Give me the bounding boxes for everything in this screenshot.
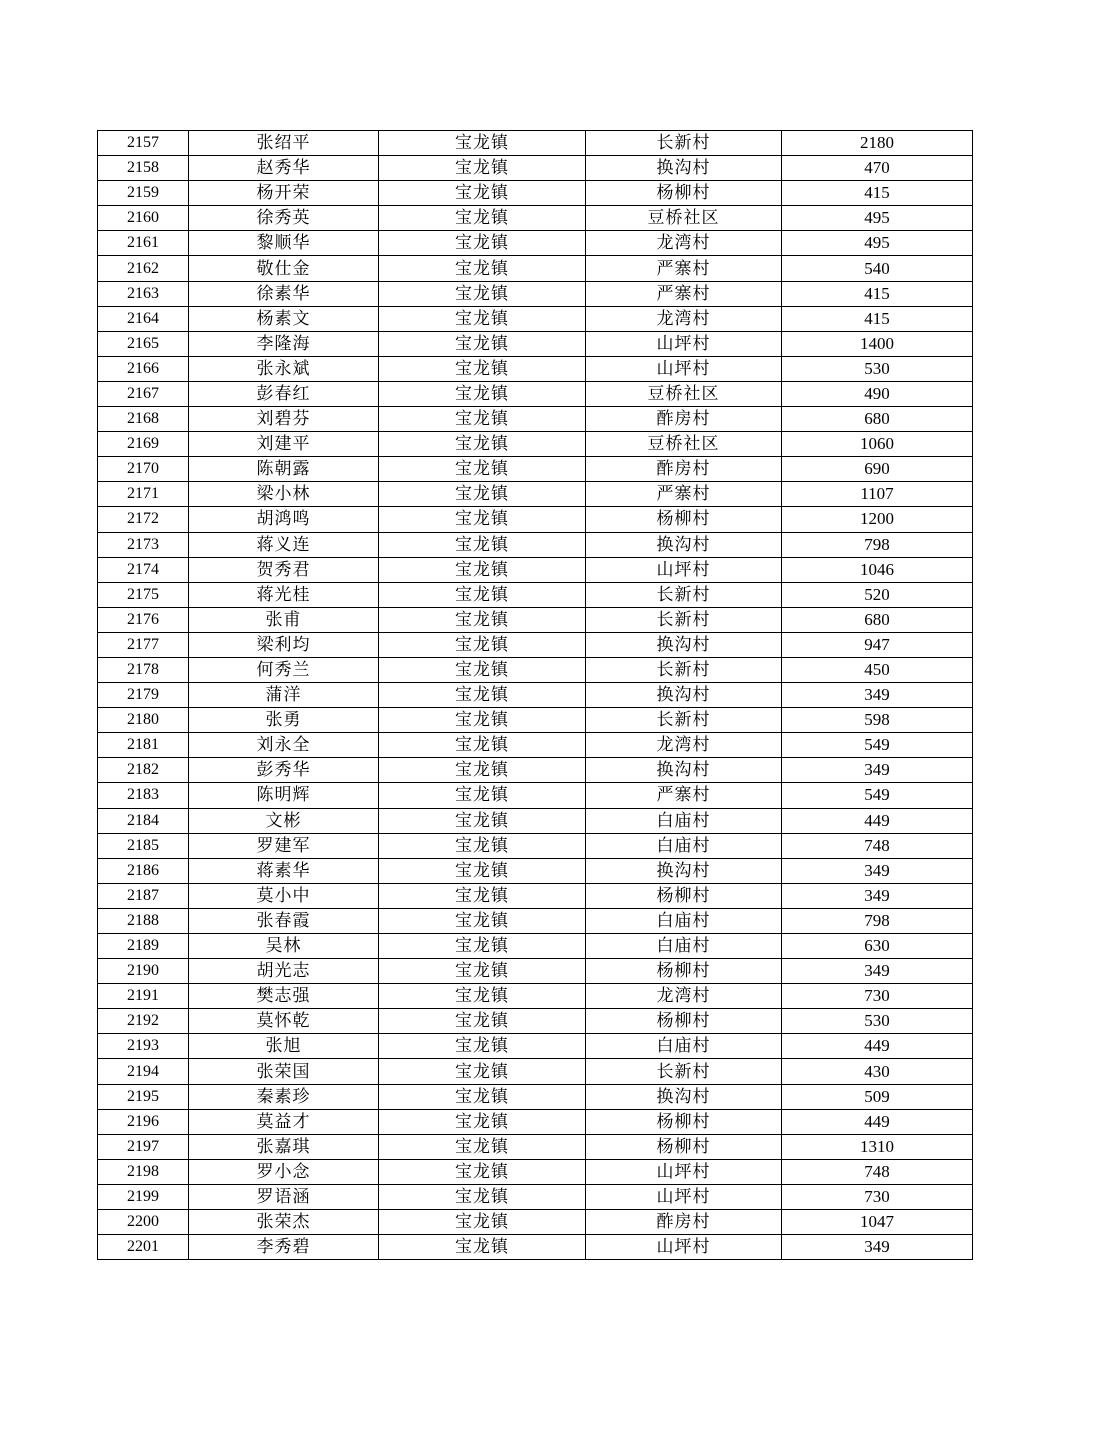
village-cell: 白庙村 — [586, 1034, 782, 1059]
amount-cell: 349 — [782, 683, 973, 708]
name-cell: 胡光志 — [189, 959, 379, 984]
village-cell: 豆桥社区 — [586, 381, 782, 406]
village-cell: 白庙村 — [586, 808, 782, 833]
name-cell: 刘碧芬 — [189, 407, 379, 432]
village-cell: 长新村 — [586, 708, 782, 733]
table-row — [98, 758, 973, 783]
table-row — [98, 708, 973, 733]
amount-cell: 1107 — [782, 482, 973, 507]
amount-cell: 530 — [782, 356, 973, 381]
table-row — [98, 1059, 973, 1084]
row-number-cell: 2196 — [98, 1109, 189, 1134]
village-cell: 山坪村 — [586, 557, 782, 582]
amount-cell: 530 — [782, 1009, 973, 1034]
village-cell: 严寨村 — [586, 783, 782, 808]
town-cell: 宝龙镇 — [379, 281, 586, 306]
town-cell: 宝龙镇 — [379, 457, 586, 482]
table-row — [98, 607, 973, 632]
name-cell: 张勇 — [189, 708, 379, 733]
village-cell: 长新村 — [586, 657, 782, 682]
amount-cell: 415 — [782, 306, 973, 331]
name-cell: 陈明辉 — [189, 783, 379, 808]
town-cell: 宝龙镇 — [379, 833, 586, 858]
town-cell: 宝龙镇 — [379, 331, 586, 356]
amount-cell: 1200 — [782, 507, 973, 532]
name-cell: 李隆海 — [189, 331, 379, 356]
town-cell: 宝龙镇 — [379, 708, 586, 733]
village-cell: 长新村 — [586, 582, 782, 607]
amount-cell: 430 — [782, 1059, 973, 1084]
village-cell: 换沟村 — [586, 683, 782, 708]
name-cell: 张绍平 — [189, 131, 379, 156]
row-number-cell: 2171 — [98, 482, 189, 507]
village-cell: 杨柳村 — [586, 1109, 782, 1134]
table-row — [98, 557, 973, 582]
name-cell: 樊志强 — [189, 984, 379, 1009]
name-cell: 张永斌 — [189, 356, 379, 381]
row-number-cell: 2201 — [98, 1235, 189, 1260]
town-cell: 宝龙镇 — [379, 632, 586, 657]
table-row — [98, 1009, 973, 1034]
row-number-cell: 2165 — [98, 331, 189, 356]
name-cell: 杨素文 — [189, 306, 379, 331]
data-table — [97, 130, 973, 1260]
table-row — [98, 256, 973, 281]
table-row — [98, 783, 973, 808]
row-number-cell: 2191 — [98, 984, 189, 1009]
table-row — [98, 1184, 973, 1209]
name-cell: 张荣国 — [189, 1059, 379, 1084]
row-number-cell: 2192 — [98, 1009, 189, 1034]
town-cell: 宝龙镇 — [379, 181, 586, 206]
row-number-cell: 2159 — [98, 181, 189, 206]
amount-cell: 415 — [782, 181, 973, 206]
amount-cell: 947 — [782, 632, 973, 657]
town-cell: 宝龙镇 — [379, 306, 586, 331]
row-number-cell: 2195 — [98, 1084, 189, 1109]
amount-cell: 748 — [782, 1159, 973, 1184]
name-cell: 李秀碧 — [189, 1235, 379, 1260]
name-cell: 梁小林 — [189, 482, 379, 507]
table-row — [98, 657, 973, 682]
amount-cell: 449 — [782, 808, 973, 833]
name-cell: 张甫 — [189, 607, 379, 632]
name-cell: 杨开荣 — [189, 181, 379, 206]
row-number-cell: 2189 — [98, 934, 189, 959]
name-cell: 张嘉琪 — [189, 1134, 379, 1159]
table-row — [98, 532, 973, 557]
name-cell: 罗建军 — [189, 833, 379, 858]
table-row — [98, 507, 973, 532]
town-cell: 宝龙镇 — [379, 231, 586, 256]
name-cell: 蒋义连 — [189, 532, 379, 557]
amount-cell: 680 — [782, 607, 973, 632]
row-number-cell: 2190 — [98, 959, 189, 984]
village-cell: 山坪村 — [586, 1159, 782, 1184]
town-cell: 宝龙镇 — [379, 557, 586, 582]
amount-cell: 730 — [782, 1184, 973, 1209]
row-number-cell: 2185 — [98, 833, 189, 858]
village-cell: 杨柳村 — [586, 507, 782, 532]
table-row — [98, 1210, 973, 1235]
name-cell: 胡鸿鸣 — [189, 507, 379, 532]
row-number-cell: 2172 — [98, 507, 189, 532]
town-cell: 宝龙镇 — [379, 482, 586, 507]
town-cell: 宝龙镇 — [379, 959, 586, 984]
table-row — [98, 131, 973, 156]
village-cell: 白庙村 — [586, 908, 782, 933]
village-cell: 严寨村 — [586, 482, 782, 507]
town-cell: 宝龙镇 — [379, 984, 586, 1009]
row-number-cell: 2177 — [98, 632, 189, 657]
town-cell: 宝龙镇 — [379, 657, 586, 682]
town-cell: 宝龙镇 — [379, 1109, 586, 1134]
name-cell: 蒲洋 — [189, 683, 379, 708]
village-cell: 龙湾村 — [586, 231, 782, 256]
row-number-cell: 2198 — [98, 1159, 189, 1184]
name-cell: 蒋素华 — [189, 858, 379, 883]
amount-cell: 449 — [782, 1109, 973, 1134]
town-cell: 宝龙镇 — [379, 783, 586, 808]
village-cell: 龙湾村 — [586, 306, 782, 331]
table-row — [98, 582, 973, 607]
village-cell: 严寨村 — [586, 281, 782, 306]
amount-cell: 748 — [782, 833, 973, 858]
name-cell: 罗小念 — [189, 1159, 379, 1184]
amount-cell: 1400 — [782, 331, 973, 356]
row-number-cell: 2157 — [98, 131, 189, 156]
village-cell: 酢房村 — [586, 457, 782, 482]
amount-cell: 630 — [782, 934, 973, 959]
row-number-cell: 2181 — [98, 733, 189, 758]
row-number-cell: 2162 — [98, 256, 189, 281]
amount-cell: 349 — [782, 1235, 973, 1260]
town-cell: 宝龙镇 — [379, 1235, 586, 1260]
town-cell: 宝龙镇 — [379, 883, 586, 908]
row-number-cell: 2169 — [98, 432, 189, 457]
amount-cell: 1046 — [782, 557, 973, 582]
town-cell: 宝龙镇 — [379, 507, 586, 532]
village-cell: 杨柳村 — [586, 1009, 782, 1034]
name-cell: 罗语涵 — [189, 1184, 379, 1209]
table-row — [98, 808, 973, 833]
town-cell: 宝龙镇 — [379, 256, 586, 281]
name-cell: 莫益才 — [189, 1109, 379, 1134]
table-row — [98, 156, 973, 181]
row-number-cell: 2182 — [98, 758, 189, 783]
name-cell: 莫小中 — [189, 883, 379, 908]
amount-cell: 450 — [782, 657, 973, 682]
town-cell: 宝龙镇 — [379, 582, 586, 607]
town-cell: 宝龙镇 — [379, 1159, 586, 1184]
amount-cell: 349 — [782, 959, 973, 984]
village-cell: 山坪村 — [586, 356, 782, 381]
table-row — [98, 306, 973, 331]
table-row — [98, 482, 973, 507]
town-cell: 宝龙镇 — [379, 1084, 586, 1109]
table-row — [98, 1034, 973, 1059]
amount-cell: 1060 — [782, 432, 973, 457]
amount-cell: 509 — [782, 1084, 973, 1109]
amount-cell: 449 — [782, 1034, 973, 1059]
row-number-cell: 2199 — [98, 1184, 189, 1209]
amount-cell: 598 — [782, 708, 973, 733]
row-number-cell: 2158 — [98, 156, 189, 181]
village-cell: 山坪村 — [586, 331, 782, 356]
amount-cell: 1047 — [782, 1210, 973, 1235]
name-cell: 梁利均 — [189, 632, 379, 657]
row-number-cell: 2160 — [98, 206, 189, 231]
town-cell: 宝龙镇 — [379, 934, 586, 959]
amount-cell: 495 — [782, 206, 973, 231]
village-cell: 长新村 — [586, 1059, 782, 1084]
town-cell: 宝龙镇 — [379, 858, 586, 883]
village-cell: 杨柳村 — [586, 959, 782, 984]
town-cell: 宝龙镇 — [379, 808, 586, 833]
row-number-cell: 2176 — [98, 607, 189, 632]
village-cell: 换沟村 — [586, 1084, 782, 1109]
name-cell: 秦素珍 — [189, 1084, 379, 1109]
row-number-cell: 2183 — [98, 783, 189, 808]
table-row — [98, 281, 973, 306]
row-number-cell: 2166 — [98, 356, 189, 381]
amount-cell: 495 — [782, 231, 973, 256]
town-cell: 宝龙镇 — [379, 407, 586, 432]
town-cell: 宝龙镇 — [379, 733, 586, 758]
row-number-cell: 2180 — [98, 708, 189, 733]
table-row — [98, 331, 973, 356]
row-number-cell: 2194 — [98, 1059, 189, 1084]
village-cell: 龙湾村 — [586, 984, 782, 1009]
town-cell: 宝龙镇 — [379, 356, 586, 381]
name-cell: 何秀兰 — [189, 657, 379, 682]
amount-cell: 798 — [782, 532, 973, 557]
row-number-cell: 2186 — [98, 858, 189, 883]
row-number-cell: 2178 — [98, 657, 189, 682]
village-cell: 长新村 — [586, 131, 782, 156]
table-row — [98, 407, 973, 432]
village-cell: 龙湾村 — [586, 733, 782, 758]
amount-cell: 680 — [782, 407, 973, 432]
table-row — [98, 1084, 973, 1109]
row-number-cell: 2184 — [98, 808, 189, 833]
village-cell: 酢房村 — [586, 1210, 782, 1235]
table-row — [98, 883, 973, 908]
village-cell: 换沟村 — [586, 858, 782, 883]
table-row — [98, 934, 973, 959]
name-cell: 赵秀华 — [189, 156, 379, 181]
amount-cell: 730 — [782, 984, 973, 1009]
table-row — [98, 858, 973, 883]
amount-cell: 490 — [782, 381, 973, 406]
village-cell: 杨柳村 — [586, 883, 782, 908]
town-cell: 宝龙镇 — [379, 1009, 586, 1034]
town-cell: 宝龙镇 — [379, 532, 586, 557]
town-cell: 宝龙镇 — [379, 206, 586, 231]
row-number-cell: 2200 — [98, 1210, 189, 1235]
table-row — [98, 206, 973, 231]
name-cell: 张旭 — [189, 1034, 379, 1059]
row-number-cell: 2187 — [98, 883, 189, 908]
table-row — [98, 733, 973, 758]
table-row — [98, 683, 973, 708]
table-body — [98, 131, 973, 1260]
town-cell: 宝龙镇 — [379, 381, 586, 406]
row-number-cell: 2179 — [98, 683, 189, 708]
town-cell: 宝龙镇 — [379, 156, 586, 181]
name-cell: 敬仕金 — [189, 256, 379, 281]
row-number-cell: 2175 — [98, 582, 189, 607]
table-row — [98, 1235, 973, 1260]
row-number-cell: 2173 — [98, 532, 189, 557]
village-cell: 换沟村 — [586, 156, 782, 181]
amount-cell: 549 — [782, 733, 973, 758]
amount-cell: 690 — [782, 457, 973, 482]
village-cell: 豆桥社区 — [586, 432, 782, 457]
name-cell: 刘永全 — [189, 733, 379, 758]
table-row — [98, 457, 973, 482]
table-row — [98, 231, 973, 256]
town-cell: 宝龙镇 — [379, 1034, 586, 1059]
village-cell: 山坪村 — [586, 1235, 782, 1260]
row-number-cell: 2188 — [98, 908, 189, 933]
town-cell: 宝龙镇 — [379, 432, 586, 457]
village-cell: 豆桥社区 — [586, 206, 782, 231]
village-cell: 白庙村 — [586, 833, 782, 858]
name-cell: 张春霞 — [189, 908, 379, 933]
name-cell: 徐秀英 — [189, 206, 379, 231]
town-cell: 宝龙镇 — [379, 131, 586, 156]
amount-cell: 520 — [782, 582, 973, 607]
town-cell: 宝龙镇 — [379, 1184, 586, 1209]
town-cell: 宝龙镇 — [379, 758, 586, 783]
name-cell: 徐素华 — [189, 281, 379, 306]
name-cell: 蒋光桂 — [189, 582, 379, 607]
town-cell: 宝龙镇 — [379, 683, 586, 708]
name-cell: 莫怀乾 — [189, 1009, 379, 1034]
village-cell: 换沟村 — [586, 632, 782, 657]
table-row — [98, 632, 973, 657]
amount-cell: 415 — [782, 281, 973, 306]
table-row — [98, 1134, 973, 1159]
table-row — [98, 181, 973, 206]
village-cell: 杨柳村 — [586, 181, 782, 206]
name-cell: 黎顺华 — [189, 231, 379, 256]
name-cell: 彭秀华 — [189, 758, 379, 783]
amount-cell: 349 — [782, 883, 973, 908]
table-row — [98, 908, 973, 933]
row-number-cell: 2197 — [98, 1134, 189, 1159]
name-cell: 吴林 — [189, 934, 379, 959]
village-cell: 杨柳村 — [586, 1134, 782, 1159]
amount-cell: 349 — [782, 758, 973, 783]
town-cell: 宝龙镇 — [379, 1059, 586, 1084]
amount-cell: 349 — [782, 858, 973, 883]
amount-cell: 549 — [782, 783, 973, 808]
table-row — [98, 1109, 973, 1134]
row-number-cell: 2193 — [98, 1034, 189, 1059]
town-cell: 宝龙镇 — [379, 908, 586, 933]
town-cell: 宝龙镇 — [379, 1134, 586, 1159]
town-cell: 宝龙镇 — [379, 607, 586, 632]
name-cell: 贺秀君 — [189, 557, 379, 582]
row-number-cell: 2167 — [98, 381, 189, 406]
village-cell: 换沟村 — [586, 758, 782, 783]
name-cell: 刘建平 — [189, 432, 379, 457]
table-row — [98, 381, 973, 406]
name-cell: 彭春红 — [189, 381, 379, 406]
row-number-cell: 2168 — [98, 407, 189, 432]
amount-cell: 2180 — [782, 131, 973, 156]
table-row — [98, 432, 973, 457]
amount-cell: 470 — [782, 156, 973, 181]
name-cell: 陈朝露 — [189, 457, 379, 482]
table-row — [98, 1159, 973, 1184]
village-cell: 严寨村 — [586, 256, 782, 281]
amount-cell: 798 — [782, 908, 973, 933]
row-number-cell: 2174 — [98, 557, 189, 582]
table-row — [98, 984, 973, 1009]
table-row — [98, 959, 973, 984]
row-number-cell: 2163 — [98, 281, 189, 306]
row-number-cell: 2170 — [98, 457, 189, 482]
name-cell: 文彬 — [189, 808, 379, 833]
table-row — [98, 356, 973, 381]
table-row — [98, 833, 973, 858]
amount-cell: 1310 — [782, 1134, 973, 1159]
row-number-cell: 2164 — [98, 306, 189, 331]
amount-cell: 540 — [782, 256, 973, 281]
village-cell: 换沟村 — [586, 532, 782, 557]
village-cell: 酢房村 — [586, 407, 782, 432]
name-cell: 张荣杰 — [189, 1210, 379, 1235]
town-cell: 宝龙镇 — [379, 1210, 586, 1235]
village-cell: 长新村 — [586, 607, 782, 632]
village-cell: 山坪村 — [586, 1184, 782, 1209]
row-number-cell: 2161 — [98, 231, 189, 256]
village-cell: 白庙村 — [586, 934, 782, 959]
